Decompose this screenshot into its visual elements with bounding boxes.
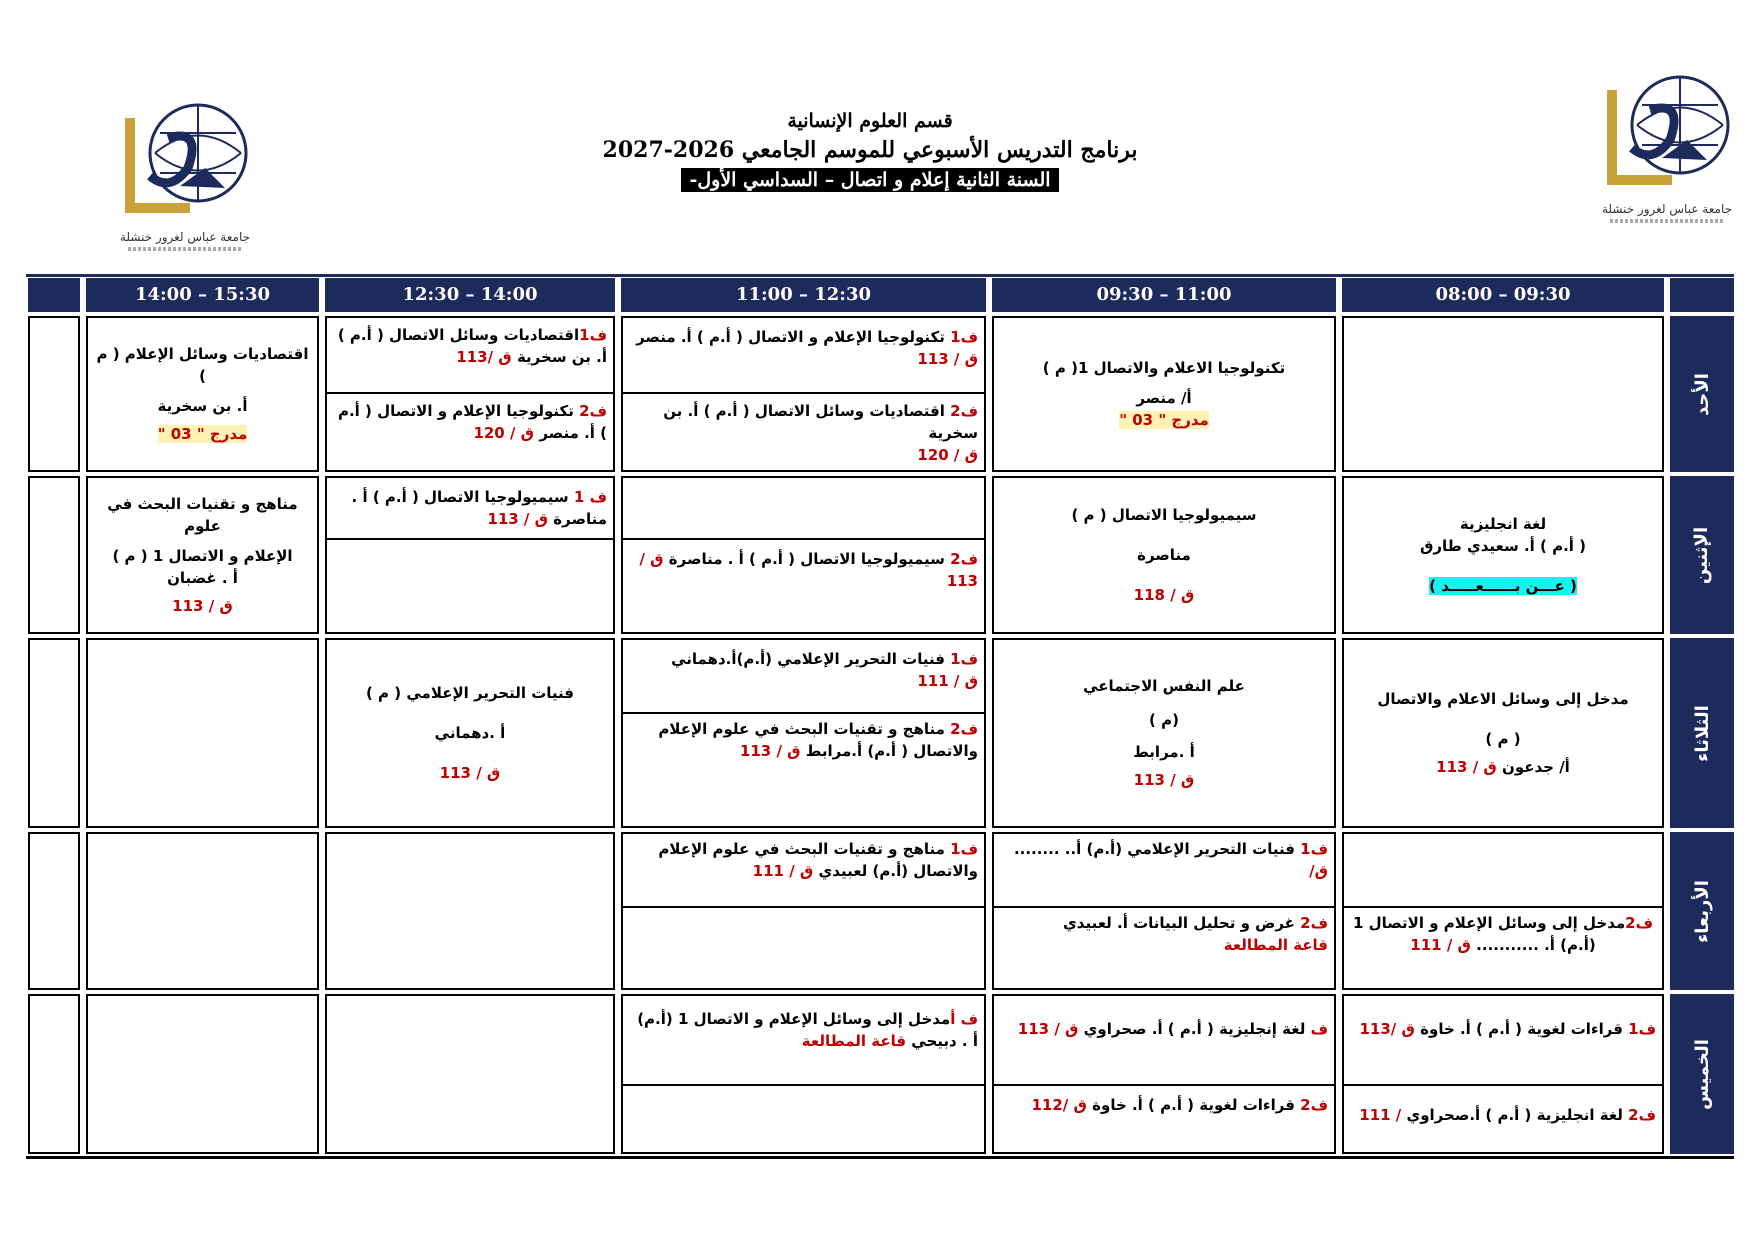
cell-tue-slot2: علم النفس الاجتماعي (م ) أ .مرابط ق / 113 bbox=[992, 638, 1336, 828]
day-tuesday: الثلاثاء bbox=[1670, 638, 1734, 828]
table-top-border bbox=[26, 274, 1734, 277]
logo-caption: جامعة عباس لغرور خنشلة bbox=[1601, 202, 1733, 216]
cell-mon-slot4: ف 1 سيميولوجيا الاتصال ( أ.م ) أ . مناصرة ق / 113 bbox=[325, 476, 615, 634]
day-monday: الإثنين bbox=[1670, 476, 1734, 634]
header-slot-1: 08:00 – 09:30 bbox=[1342, 278, 1664, 312]
day-sunday: الأحد bbox=[1670, 316, 1734, 472]
header-slot-4: 12:30 – 14:00 bbox=[325, 278, 615, 312]
cell-wed-slot3: ف1 مناهج و تقنيات البحث في علوم الإعلام والاتصال (أ.م) لعبيدي ق / 111 bbox=[621, 832, 986, 990]
cell-sun-slot5: اقتصاديات وسائل الإعلام ( م ) أ. بن سخرية مدرج " 03 " bbox=[86, 316, 319, 472]
year-semester-banner: السنة الثانية إعلام و اتصال – السداسي الأول- bbox=[681, 168, 1058, 192]
cell-thu-slot5-empty bbox=[86, 994, 319, 1154]
cell-thu-slot2: ف لغة إنجليزية ( أ.م ) أ. صحراوي ق / 113 ف2 قراءات لغوية ( أ.م ) أ. خاوة ق /112 bbox=[992, 994, 1336, 1154]
cell-thu-slot1: ف1 قراءات لغوية ( أ.م ) أ. خاوة ق /113 ف2 لغة انجليزية ( أ.م ) أ.صحراوي / 111 bbox=[1342, 994, 1664, 1154]
remote-badge: ( عـــن بــــــعـــــد ) bbox=[1429, 577, 1577, 595]
logo-subcaption-line bbox=[128, 247, 242, 251]
header-slot-5: 14:00 – 15:30 bbox=[86, 278, 319, 312]
logo-subcaption-line bbox=[1610, 219, 1724, 223]
cell-tue-slot3: ف1 فنيات التحرير الإعلامي (أ.م)أ.دهماني ق / 111 ف2 مناهج و تقنيات البحث في علوم الإعلام والاتصال ( أ.م) أ.مرابط ق / 113 bbox=[621, 638, 986, 828]
cell-sun-slot4: ف1اقتصاديات وسائل الاتصال ( أ.م ) أ. بن سخرية ق /113 ف2 تكنولوجيا الإعلام و الاتصال ( أ.م ) أ. منصر ق / 120 bbox=[325, 316, 615, 472]
cell-wed-slot2: ف1 فنيات التحرير الإعلامي (أ.م) أ.. ........ ق/ ف2 غرض و تحليل البيانات أ. لعبيدي قاعة المطالعة bbox=[992, 832, 1336, 990]
cell-thu-slot3: ف أمدخل إلى وسائل الإعلام و الاتصال 1 (أ.م) أ . دبيحي قاعة المطالعة bbox=[621, 994, 986, 1154]
cell-wed-slot1: ف2مدخل إلى وسائل الإعلام و الاتصال 1 (أ.م) أ. ........... ق / 111 bbox=[1342, 832, 1664, 990]
university-logo-right bbox=[1592, 70, 1742, 230]
day-wednesday: الأربعاء bbox=[1670, 832, 1734, 990]
cell-mon-empty bbox=[28, 476, 80, 634]
cell-sun-slot2: تكنولوجيا الاعلام والاتصال 1( م ) أ/ منصر مدرج " 03 " bbox=[992, 316, 1336, 472]
header-day-corner bbox=[1670, 278, 1734, 312]
header-slot-2: 09:30 – 11:00 bbox=[992, 278, 1336, 312]
cell-wed-slot4-empty bbox=[325, 832, 615, 990]
cell-sun-slot1-empty bbox=[1342, 316, 1664, 472]
table-bottom-border bbox=[26, 1156, 1734, 1159]
cell-sun-slot3: ف1 تكنولوجيا الإعلام و الاتصال ( أ.م ) أ. منصر ق / 113 ف2 اقتصاديات وسائل الاتصال ( أ.م ) أ. بن سخرية ق / 120 bbox=[621, 316, 986, 472]
cell-tue-slot5-empty bbox=[86, 638, 319, 828]
cell-tue-slot1: مدخل إلى وسائل الاعلام والاتصال ( م ) أ/ جدعون ق / 113 bbox=[1342, 638, 1664, 828]
program-title: برنامج التدريس الأسبوعي للموسم الجامعي 2026-2027 bbox=[602, 137, 1138, 163]
logo-caption: جامعة عباس لغرور خنشلة bbox=[119, 230, 251, 244]
cell-mon-slot1: لغة انجليزية ( أ.م ) أ. سعيدي طارق ( عـــن بــــــعـــــد ) bbox=[1342, 476, 1664, 634]
header-corner bbox=[28, 278, 80, 312]
document-header bbox=[560, 108, 1180, 192]
cell-mon-slot2: سيميولوجيا الاتصال ( م ) مناصرة ق / 118 bbox=[992, 476, 1336, 634]
department-title: قسم العلوم الإنسانية bbox=[787, 110, 953, 132]
cell-thu-slot4-empty bbox=[325, 994, 615, 1154]
university-logo-left bbox=[110, 98, 260, 258]
university-logo-icon bbox=[1592, 70, 1742, 200]
cell-thu-empty bbox=[28, 994, 80, 1154]
cell-tue-empty bbox=[28, 638, 80, 828]
cell-wed-empty bbox=[28, 832, 80, 990]
cell-mon-slot5: مناهج و تقنيات البحث في علوم الإعلام و الاتصال 1 ( م ) أ . غضبان ق / 113 bbox=[86, 476, 319, 634]
cell-mon-slot3: ف2 سيميولوجيا الاتصال ( أ.م ) أ . مناصرة ق / 113 bbox=[621, 476, 986, 634]
header-slot-3: 11:00 – 12:30 bbox=[621, 278, 986, 312]
cell-tue-slot4: فنيات التحرير الإعلامي ( م ) أ .دهماني ق / 113 bbox=[325, 638, 615, 828]
day-thursday: الخميس bbox=[1670, 994, 1734, 1154]
university-logo-icon bbox=[110, 98, 260, 228]
cell-sun-empty bbox=[28, 316, 80, 472]
cell-wed-slot5-empty bbox=[86, 832, 319, 990]
